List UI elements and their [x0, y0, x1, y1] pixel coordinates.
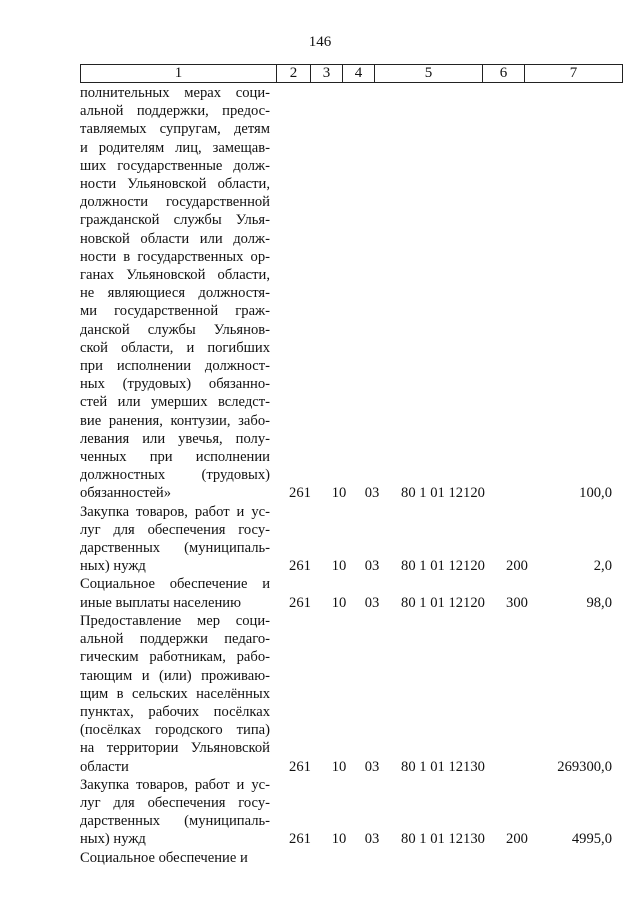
row-description — [80, 575, 270, 611]
row-code-2: 261 — [289, 758, 311, 775]
table-row — [80, 849, 612, 867]
row-code-4: 03 — [364, 558, 380, 575]
description-line: ганах Ульяновской области, — [80, 267, 270, 284]
description-line: альной поддержки педаго- — [80, 631, 270, 648]
row-code-2: 261 — [289, 831, 311, 848]
description-line: ской области, и погибших — [80, 339, 270, 356]
description-line: ности Ульяновской области, — [80, 176, 270, 193]
description-line: дарственных (муниципаль- — [80, 540, 270, 557]
description-line: тающим и (или) проживаю- — [80, 667, 270, 684]
row-code-3: 10 — [331, 831, 347, 848]
description-line: новской области или долж- — [80, 230, 270, 247]
description-line: ми государственной граж- — [80, 303, 270, 320]
description-line: области — [80, 758, 129, 775]
description-line: гражданской службы Улья- — [80, 212, 270, 229]
description-line: ности в государственных ор- — [80, 248, 270, 265]
table-row — [80, 612, 612, 776]
description-line: при исполнении должност- — [80, 358, 270, 375]
column-header-2: 2 — [277, 65, 311, 83]
column-header-5: 5 — [375, 65, 483, 83]
column-header-4: 4 — [343, 65, 375, 83]
description-line: ших государственные долж- — [80, 157, 270, 174]
description-line: должностных (трудовых) — [80, 467, 270, 484]
table-row — [80, 503, 612, 576]
description-line: левания или увечья, полу- — [80, 430, 270, 447]
row-code-3: 10 — [331, 758, 347, 775]
column-header-7: 7 — [525, 65, 623, 83]
description-line: Закупка товаров, работ и ус- — [80, 776, 270, 793]
description-line: щим в сельских населённых — [80, 685, 270, 702]
column-header-6: 6 — [483, 65, 525, 83]
row-code-4: 03 — [364, 485, 380, 502]
description-line: ных) нужд — [80, 831, 146, 848]
table-row — [80, 575, 612, 611]
row-code-3: 10 — [331, 485, 347, 502]
row-amount: 4995,0 — [571, 831, 612, 848]
description-line: на территории Ульяновской — [80, 740, 270, 757]
description-line: ных) нужд — [80, 558, 146, 575]
row-amount: 269300,0 — [557, 758, 612, 775]
description-line: Социальное обеспечение и — [80, 849, 248, 866]
row-code-3: 10 — [331, 558, 347, 575]
description-line: альной поддержки, предос- — [80, 103, 270, 120]
description-line: тавляемых супругам, детям — [80, 121, 270, 138]
description-line: Закупка товаров, работ и ус- — [80, 503, 270, 520]
row-code-6: 200 — [506, 831, 528, 848]
description-line: луг для обеспечения госу- — [80, 794, 270, 811]
column-header-1: 1 — [81, 65, 277, 83]
description-line: ченных при исполнении — [80, 449, 270, 466]
row-code-2: 261 — [289, 558, 311, 575]
column-header-3: 3 — [311, 65, 343, 83]
row-code-4: 03 — [364, 594, 380, 611]
description-line: данской службы Ульянов- — [80, 321, 270, 338]
description-line: вие ранения, контузии, забо- — [80, 412, 270, 429]
description-line: Социальное обеспечение и — [80, 576, 270, 593]
row-description — [80, 849, 270, 867]
row-code-5: 80 1 01 12130 — [401, 831, 485, 848]
description-line: должности государственной — [80, 194, 270, 211]
description-line: обязанностей» — [80, 485, 172, 502]
row-code-3: 10 — [331, 594, 347, 611]
table-body — [80, 84, 612, 867]
row-amount: 98,0 — [586, 594, 612, 611]
row-code-5: 80 1 01 12120 — [401, 558, 485, 575]
row-amount: 2,0 — [593, 558, 612, 575]
row-amount: 100,0 — [579, 485, 612, 502]
column-header-row — [81, 65, 623, 83]
row-code-6: 300 — [506, 594, 528, 611]
description-line: полнительных мерах соци- — [80, 85, 270, 101]
row-description — [80, 503, 270, 576]
row-code-4: 03 — [364, 758, 380, 775]
row-description — [80, 776, 270, 849]
row-code-5: 80 1 01 12120 — [401, 594, 485, 611]
description-line: иные выплаты населению — [80, 594, 241, 611]
row-code-2: 261 — [289, 594, 311, 611]
row-description — [80, 84, 270, 503]
description-line: стей или умерших вследст- — [80, 394, 270, 411]
table-row — [80, 776, 612, 849]
description-line: дарственных (муниципаль- — [80, 813, 270, 830]
row-description — [80, 612, 270, 776]
table-row — [80, 84, 612, 503]
row-code-5: 80 1 01 12120 — [401, 485, 485, 502]
description-line: не являющиеся должностя- — [80, 285, 270, 302]
description-line: ных (трудовых) обязанно- — [80, 376, 270, 393]
description-line: пунктах, рабочих посёлках — [80, 703, 270, 720]
description-line: (посёлках городского типа) — [80, 722, 270, 739]
row-code-2: 261 — [289, 485, 311, 502]
row-code-4: 03 — [364, 831, 380, 848]
description-line: Предоставление мер соци- — [80, 612, 270, 629]
row-code-6: 200 — [506, 558, 528, 575]
description-line: гическим работникам, рабо- — [80, 649, 270, 666]
column-header-table — [80, 64, 623, 83]
description-line: луг для обеспечения госу- — [80, 521, 270, 538]
description-line: и родителям лиц, замещав- — [80, 139, 270, 156]
row-code-5: 80 1 01 12130 — [401, 758, 485, 775]
page-number: 146 — [308, 34, 332, 50]
